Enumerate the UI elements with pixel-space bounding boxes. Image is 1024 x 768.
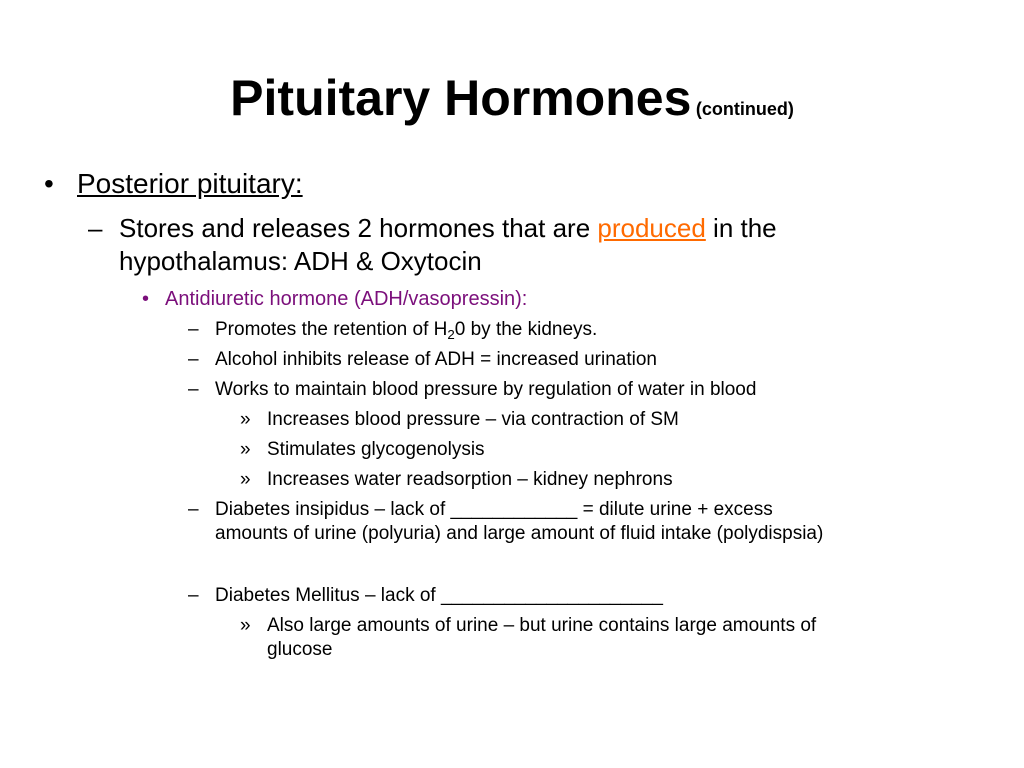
mellitus-text: Diabetes Mellitus – lack of _____________________ <box>215 585 663 606</box>
insipidus-line1: Diabetes insipidus – lack of ____________ = dilute urine + excess <box>215 499 773 520</box>
chevron-glucose: » <box>240 615 251 636</box>
alcohol-text: Alcohol inhibits release of ADH = increased urination <box>215 349 658 370</box>
retention-post: 0 by the kidneys. <box>454 319 598 340</box>
dash-maintain: – <box>188 379 199 400</box>
glucose-line1: Also large amounts of urine – but urine contains large amounts of <box>267 615 817 636</box>
produced-highlight: produced <box>597 213 706 243</box>
stores-text-after: in the <box>705 213 777 243</box>
dash-alcohol: – <box>188 349 199 370</box>
stores-text-before: Stores and releases 2 hormones that are <box>119 213 598 243</box>
adh-heading: Antidiuretic hormone (ADH/vasopressin): <box>165 288 528 310</box>
slide-title <box>0 66 1024 143</box>
retention-subscript: 2 <box>447 326 455 342</box>
dash-mellitus: – <box>188 585 199 606</box>
water-text: Increases water readsorption – kidney nephrons <box>267 469 673 490</box>
stores-releases-line1 <box>119 213 777 244</box>
title-main: Pituitary Hormones <box>230 70 692 126</box>
title-subtitle: (continued) <box>695 99 794 119</box>
maintain-text: Works to maintain blood pressure by regulation of water in blood <box>215 379 757 400</box>
heading-posterior-pituitary: Posterior pituitary: <box>77 168 303 199</box>
bullet-level1: • <box>44 168 54 199</box>
chevron-water: » <box>240 469 251 490</box>
dash-level2: – <box>88 213 103 243</box>
glyco-text: Stimulates glycogenolysis <box>267 439 485 460</box>
retention-text <box>215 319 597 341</box>
chevron-glyco: » <box>240 439 251 460</box>
dash-insipidus: – <box>188 499 199 520</box>
bullet-level3: • <box>142 288 150 310</box>
stores-releases-line2: hypothalamus: ADH & Oxytocin <box>119 246 482 276</box>
bp-text: Increases blood pressure – via contraction of SM <box>267 409 679 430</box>
chevron-bp: » <box>240 409 251 430</box>
retention-pre: Promotes the retention of H <box>215 319 448 340</box>
insipidus-line2: amounts of urine (polyuria) and large amount of fluid intake (polydispsia) <box>215 523 824 544</box>
glucose-line2: glucose <box>267 639 333 660</box>
dash-retention: – <box>188 319 199 340</box>
